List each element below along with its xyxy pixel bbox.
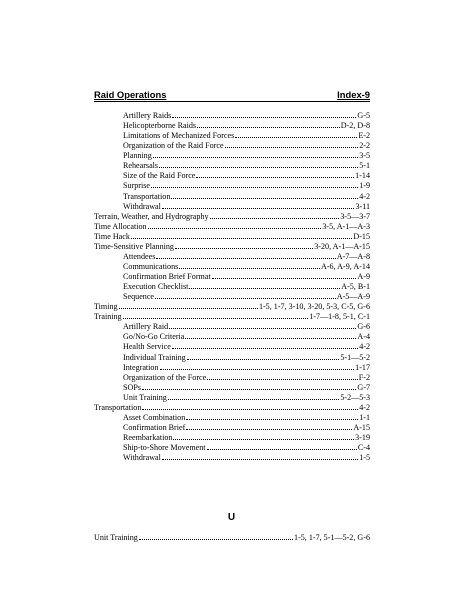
entry-term: Withdrawal bbox=[123, 453, 161, 463]
dot-leader bbox=[153, 151, 358, 158]
dot-leader bbox=[186, 413, 358, 420]
dot-leader bbox=[172, 342, 358, 349]
entry-term: Planning bbox=[123, 151, 152, 161]
dot-leader bbox=[210, 212, 340, 219]
entry-pages: 3-11 bbox=[355, 201, 370, 211]
dot-leader bbox=[151, 181, 358, 188]
index-entry bbox=[94, 403, 370, 413]
index-entry bbox=[94, 533, 370, 543]
entry-term: Artillery Raids bbox=[123, 111, 172, 120]
dot-leader bbox=[148, 222, 322, 229]
index-entry bbox=[94, 302, 370, 312]
entry-term: Terrain, Weather, and Hydrography bbox=[94, 211, 209, 221]
index-subentry bbox=[94, 373, 370, 383]
entry-pages: A-5, B-1 bbox=[341, 282, 370, 292]
entry-term: Attendees bbox=[123, 251, 156, 261]
entry-term: Transportation bbox=[123, 191, 171, 201]
index-subentry bbox=[94, 363, 370, 373]
index-subentry bbox=[94, 252, 370, 262]
dot-leader bbox=[207, 373, 358, 380]
entry-pages: F-2 bbox=[358, 372, 370, 382]
index-subentry bbox=[94, 171, 370, 181]
entry-term: Organization of the Raid Force bbox=[123, 141, 224, 151]
dot-leader bbox=[123, 312, 309, 319]
entry-term: Organization of the Force bbox=[123, 372, 207, 382]
dot-leader bbox=[185, 332, 356, 339]
index-subentry bbox=[94, 443, 370, 453]
entry-term: Confirmation Brief bbox=[123, 422, 186, 432]
entry-term: Size of the Raid Force bbox=[123, 171, 196, 181]
index-subentry bbox=[94, 413, 370, 423]
entry-term: Sequence bbox=[123, 292, 155, 302]
entry-term: Withdrawal bbox=[123, 201, 161, 211]
index-subentry bbox=[94, 433, 370, 443]
index-subentry bbox=[94, 353, 370, 363]
dot-leader bbox=[197, 121, 340, 128]
entry-pages: 1-9 bbox=[359, 181, 370, 191]
dot-leader bbox=[186, 423, 352, 430]
entry-term: Reembarkation bbox=[123, 433, 173, 442]
section-letter: U bbox=[227, 512, 236, 523]
entry-pages: 5-2—5-3 bbox=[340, 392, 370, 402]
entry-pages: 1-5, 1-7, 5-1—5-2, G-6 bbox=[294, 533, 370, 542]
entry-term: Asset Combination bbox=[123, 412, 186, 422]
dot-leader bbox=[187, 353, 340, 360]
dot-leader bbox=[212, 272, 357, 279]
index-subentry bbox=[94, 383, 370, 393]
index-subentry bbox=[94, 181, 370, 191]
entry-pages: 2-2 bbox=[359, 141, 370, 151]
index-subentry bbox=[94, 111, 370, 121]
entry-pages: D-15 bbox=[353, 231, 370, 241]
index-entry bbox=[94, 232, 370, 242]
entry-term: Limitations of Mechanized Forces bbox=[123, 131, 235, 141]
index-subentry bbox=[94, 453, 370, 463]
dot-leader bbox=[155, 292, 336, 299]
dot-leader bbox=[171, 192, 358, 199]
entry-pages: 3-19 bbox=[355, 433, 370, 442]
entry-term: Integration bbox=[123, 362, 159, 372]
entry-term: Communications bbox=[123, 261, 179, 271]
entry-pages: 1-5 bbox=[359, 453, 370, 463]
index-entries-t bbox=[94, 111, 370, 463]
index-subentry bbox=[94, 121, 370, 131]
index-entry bbox=[94, 222, 370, 232]
entry-pages: G-5 bbox=[357, 111, 370, 120]
index-entry bbox=[94, 242, 370, 252]
entry-pages: A-7—A-8 bbox=[336, 251, 370, 261]
index-subentry bbox=[94, 141, 370, 151]
dot-leader bbox=[162, 202, 355, 209]
entry-pages: 4-2 bbox=[359, 402, 370, 412]
index-subentry bbox=[94, 131, 370, 141]
dot-leader bbox=[235, 131, 357, 138]
entry-term: Time Hack bbox=[94, 231, 130, 241]
entry-term: Training bbox=[94, 312, 122, 322]
header-title: Raid Operations bbox=[94, 89, 167, 100]
entry-term: SOPs bbox=[123, 382, 141, 392]
index-subentry bbox=[94, 292, 370, 302]
dot-leader bbox=[189, 282, 340, 289]
index-subentry bbox=[94, 192, 370, 202]
index-subentry bbox=[94, 161, 370, 171]
index-subentry bbox=[94, 332, 370, 342]
entry-pages: E-2 bbox=[358, 131, 370, 141]
entry-pages: 4-2 bbox=[359, 191, 370, 201]
entry-pages: 3-20, A-1—A-15 bbox=[314, 241, 370, 251]
entry-term: Rehearsals bbox=[123, 161, 159, 171]
index-subentry bbox=[94, 262, 370, 272]
entry-term: Go/No-Go Criteria bbox=[123, 332, 185, 342]
index-subentry bbox=[94, 423, 370, 433]
entry-pages: D-2, D-8 bbox=[340, 121, 370, 131]
index-subentry bbox=[94, 322, 370, 332]
entry-term: Time-Sensitive Planning bbox=[94, 241, 174, 251]
entry-term: Execution Checklist bbox=[123, 282, 189, 292]
entry-pages: C-4 bbox=[357, 443, 370, 453]
index-subentry bbox=[94, 151, 370, 161]
entry-pages: G-6 bbox=[357, 322, 370, 332]
index-entries-u bbox=[94, 533, 370, 543]
dot-leader bbox=[225, 141, 359, 148]
header-page-number: Index-9 bbox=[337, 89, 370, 100]
entry-term: Health Service bbox=[123, 342, 171, 352]
entry-term: Unit Training bbox=[123, 392, 167, 402]
entry-term: Transportation bbox=[94, 402, 142, 412]
entry-term: Surprise bbox=[123, 181, 150, 191]
entry-pages: 1-1 bbox=[359, 412, 370, 422]
dot-leader bbox=[168, 393, 339, 400]
entry-pages: 1-17 bbox=[355, 362, 370, 372]
dot-leader bbox=[175, 242, 313, 249]
entry-pages: 5-1 bbox=[359, 161, 370, 171]
entry-pages: 3-5—3-7 bbox=[340, 211, 370, 221]
dot-leader bbox=[169, 322, 356, 329]
index-subentry bbox=[94, 202, 370, 212]
dot-leader bbox=[172, 111, 356, 118]
entry-pages: A-5—A-9 bbox=[336, 292, 370, 302]
dot-leader bbox=[156, 252, 335, 259]
entry-pages: A-6, A-9, A-14 bbox=[320, 261, 370, 271]
entry-term: Ship-to-Shore Movement bbox=[123, 443, 206, 453]
entry-term: Confirmation Brief Format bbox=[123, 272, 211, 281]
entry-pages: A-15 bbox=[353, 422, 370, 432]
dot-leader bbox=[173, 433, 354, 440]
entry-pages: 1-5, 1-7, 3-10, 3-20, 5-3, C-5, G-6 bbox=[258, 302, 370, 312]
entry-term: Individual Training bbox=[123, 352, 186, 362]
entry-pages: 1-7—1-8, 5-1, C-1 bbox=[309, 312, 370, 322]
entry-pages: G-7 bbox=[357, 382, 370, 392]
dot-leader bbox=[159, 161, 358, 168]
index-subentry bbox=[94, 342, 370, 352]
entry-term: Time Allocation bbox=[94, 221, 147, 231]
header-rule bbox=[94, 101, 370, 102]
entry-pages: 4-2 bbox=[359, 342, 370, 352]
dot-leader bbox=[119, 302, 258, 309]
index-entry bbox=[94, 212, 370, 222]
dot-leader bbox=[179, 262, 320, 269]
entry-pages: A-4 bbox=[357, 332, 370, 342]
entry-pages: 1-14 bbox=[355, 171, 370, 181]
entry-term: Helicopterborne Raids bbox=[123, 121, 197, 131]
entry-pages: 3-5, A-1—A-3 bbox=[322, 221, 370, 231]
entry-pages: 3-5 bbox=[359, 151, 370, 161]
index-subentry bbox=[94, 282, 370, 292]
dot-leader bbox=[139, 533, 293, 540]
dot-leader bbox=[207, 443, 357, 450]
page-header bbox=[94, 89, 370, 101]
dot-leader bbox=[196, 171, 354, 178]
dot-leader bbox=[142, 403, 358, 410]
index-entry bbox=[94, 312, 370, 322]
dot-leader bbox=[142, 383, 356, 390]
dot-leader bbox=[160, 363, 355, 370]
dot-leader bbox=[162, 453, 358, 460]
entry-term: Unit Training bbox=[94, 533, 138, 542]
entry-term: Timing bbox=[94, 302, 118, 312]
entry-term: Artillery Raid bbox=[123, 322, 169, 332]
entry-pages: 5-1—5-2 bbox=[340, 352, 370, 362]
dot-leader bbox=[131, 232, 352, 239]
index-subentry bbox=[94, 393, 370, 403]
entry-pages: A-9 bbox=[357, 272, 370, 281]
index-subentry bbox=[94, 272, 370, 282]
